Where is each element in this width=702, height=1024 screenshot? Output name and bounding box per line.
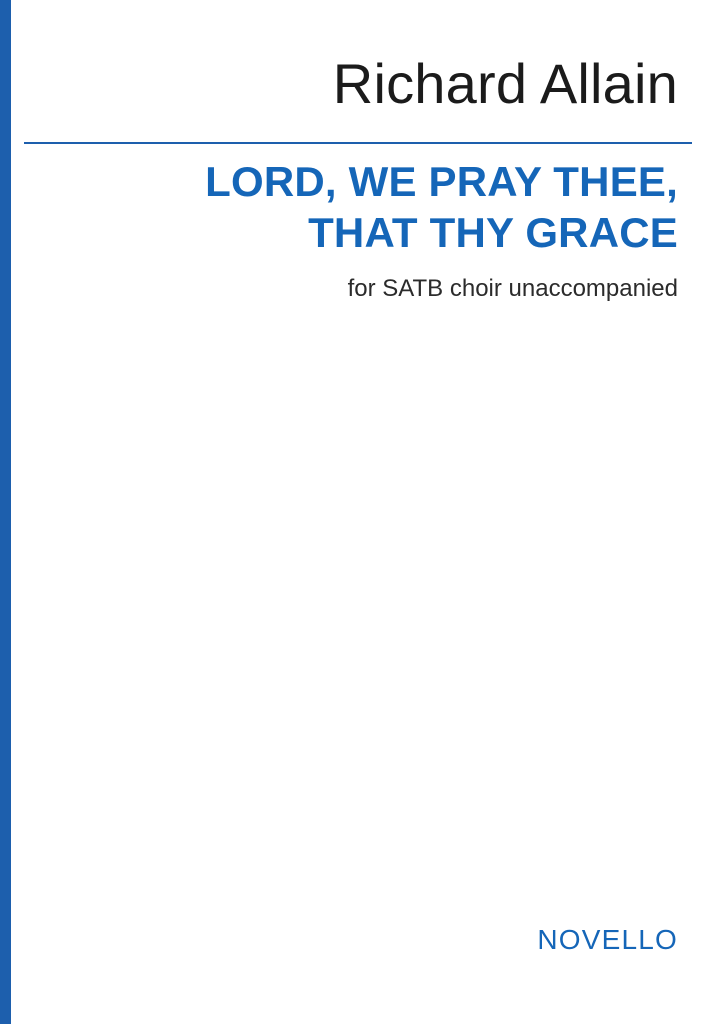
page-subtitle: for SATB choir unaccompanied — [347, 275, 678, 302]
page-title-line-2: THAT THY GRACE — [308, 209, 678, 257]
spine-bar — [0, 0, 11, 1024]
page-title — [24, 156, 692, 258]
publisher-name: NOVELLO — [537, 924, 678, 955]
composer-name: Richard Allain — [332, 52, 678, 115]
page-title-line-1: LORD, WE PRAY THEE, — [205, 158, 678, 205]
header-divider-rule — [24, 142, 692, 144]
